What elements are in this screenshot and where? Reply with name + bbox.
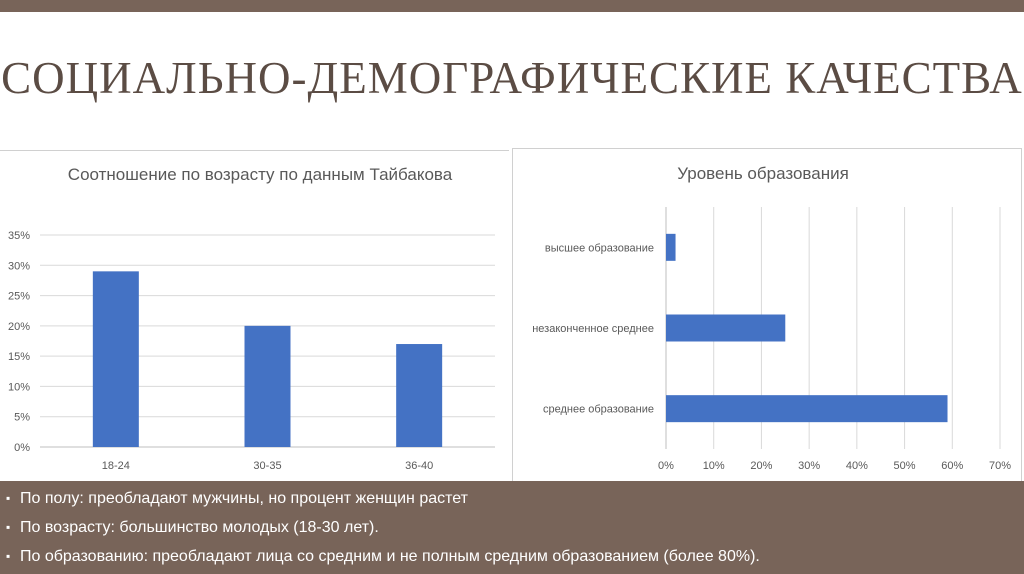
bar (396, 344, 442, 447)
bullet-dot-icon: ▪ (6, 491, 11, 505)
y-tick-label: 10% (7, 381, 30, 394)
x-tick-label: 40% (845, 460, 868, 472)
x-tick-label: 50% (893, 460, 916, 472)
bullet-item-gender (6, 485, 760, 514)
y-tick-label: 0% (14, 442, 30, 454)
x-tick-label: 60% (941, 460, 964, 472)
education-chart-title: Уровень образования (677, 164, 849, 183)
bullet-dot-icon: ▪ (6, 549, 11, 563)
bullet-text: По полу: преобладают мужчины, но процент женщин растет (20, 490, 468, 507)
x-tick-label: 18-24 (101, 460, 130, 472)
slide-title: СОЦИАЛЬНО-ДЕМОГРАФИЧЕСКИЕ КАЧЕСТВА (1, 53, 1023, 103)
y-tick-label: 25% (7, 290, 30, 303)
age-chart-plot (0, 151, 509, 481)
top-decor-strip (0, 0, 1024, 12)
education-chart-plot (513, 149, 1021, 481)
bullet-list (6, 485, 760, 572)
x-tick-label: 36-40 (405, 460, 434, 472)
y-tick-label: 5% (14, 411, 30, 424)
bullet-dot-icon: ▪ (6, 520, 11, 534)
education-chart (512, 148, 1022, 481)
bar (245, 326, 291, 447)
age-chart (0, 150, 509, 481)
y-tick-label: 35% (7, 230, 30, 242)
y-tick-label: 30% (7, 260, 30, 273)
bullet-item-education (6, 543, 760, 572)
age-chart-title: Соотношение по возрасту по данным Тайбакова (67, 165, 453, 184)
y-tick-label: среднее образование (542, 403, 654, 416)
bullet-text: По возрасту: большинство молодых (18-30 лет). (20, 519, 379, 536)
x-tick-label: 30-35 (253, 460, 282, 472)
y-tick-label: незаконченное среднее (532, 323, 654, 335)
y-tick-label: высшее образование (544, 242, 654, 255)
x-tick-label: 70% (988, 460, 1012, 472)
y-tick-label: 20% (7, 320, 30, 333)
bar (666, 234, 676, 261)
x-tick-label: 20% (750, 460, 773, 472)
x-tick-label: 0% (658, 460, 674, 472)
bar (666, 395, 948, 422)
bullet-band (0, 481, 1024, 574)
bullet-item-age (6, 514, 760, 543)
bar (666, 315, 785, 342)
y-tick-label: 15% (7, 351, 30, 364)
bullet-text: По образованию: преобладают лица со средним и не полным средним образованием (более 80%). (20, 548, 760, 565)
bar (93, 271, 139, 447)
x-tick-label: 30% (798, 460, 821, 472)
x-tick-label: 10% (702, 460, 725, 472)
